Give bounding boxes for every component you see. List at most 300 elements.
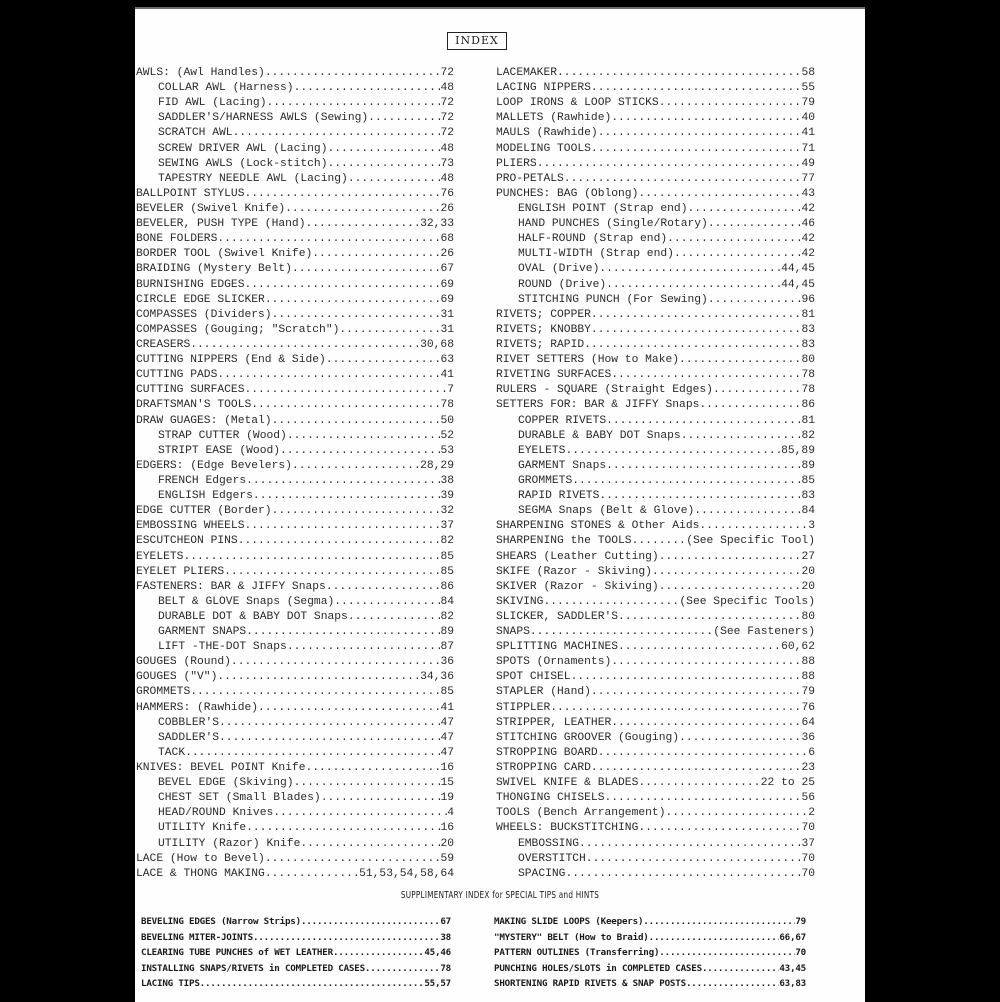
- index-entry: [496, 398, 815, 413]
- index-entry: [136, 504, 454, 519]
- entry-page-number: 47: [440, 746, 454, 759]
- entry-page-number: 28,29: [420, 459, 454, 472]
- entry-label: OVAL (Drive): [518, 263, 600, 276]
- entry-page-number: 79: [801, 97, 815, 110]
- index-subentry: [496, 852, 815, 867]
- index-entry: [141, 914, 451, 930]
- entry-page-number: 76: [440, 187, 454, 200]
- entry-label: COMPASSES (Gouging; "Scratch"): [136, 323, 340, 336]
- entry-page-number: (See Specific Tool): [686, 535, 815, 548]
- index-subentry: [496, 202, 815, 217]
- dot-leader: [217, 670, 420, 685]
- entry-label: MAULS (Rawhide): [496, 127, 598, 140]
- dot-leader: [348, 610, 441, 625]
- index-entry: [496, 595, 815, 610]
- index-subentry: [496, 293, 815, 308]
- dot-leader: [686, 976, 779, 992]
- dot-leader: [591, 308, 802, 323]
- entry-page-number: 68: [440, 233, 454, 246]
- entry-page-number: 85: [440, 550, 454, 563]
- entry-page-number: 86: [440, 580, 454, 593]
- dot-leader: [305, 217, 420, 232]
- entry-page-number: 26: [440, 248, 454, 261]
- dot-leader: [618, 640, 781, 655]
- entry-label: RIVETING SURFACES: [496, 369, 612, 382]
- dot-leader: [244, 187, 440, 202]
- dot-leader: [244, 519, 440, 534]
- index-subentry: [136, 172, 454, 187]
- index-subentry: [136, 791, 454, 806]
- entry-label: SHARPENING STONES & Other Aids: [496, 520, 700, 533]
- index-entry: [496, 701, 815, 716]
- dot-leader: [265, 66, 441, 81]
- entry-page-number: 78: [801, 369, 815, 382]
- entry-label: SPACING: [518, 867, 566, 880]
- dot-leader: [246, 821, 440, 836]
- entry-page-number: 70: [801, 822, 815, 835]
- index-entry: [136, 278, 454, 293]
- entry-page-number: 84: [440, 595, 454, 608]
- entry-label: FID AWL (Lacing): [158, 97, 267, 110]
- index-subentry: [496, 278, 815, 293]
- entry-page-number: 37: [801, 837, 815, 850]
- index-entry: [496, 383, 815, 398]
- index-entry: [496, 172, 815, 187]
- entry-label: PUNCHING HOLES/SLOTS in COMPLETED CASES: [494, 962, 702, 974]
- index-column-left: [136, 66, 454, 882]
- entry-page-number: 79: [795, 916, 806, 927]
- index-entry: [496, 565, 815, 580]
- dot-leader: [679, 731, 801, 746]
- entry-label: ENGLISH Edgers: [158, 490, 253, 503]
- supplementary-column-left: [141, 914, 451, 992]
- index-subentry: [496, 867, 815, 882]
- dot-leader: [649, 930, 780, 946]
- dot-leader: [231, 655, 441, 670]
- dot-leader: [572, 474, 801, 489]
- entry-label: PUNCHES: BAG (Oblong): [496, 187, 639, 200]
- dot-leader: [253, 930, 440, 946]
- index-subentry: [496, 217, 815, 232]
- dot-leader: [272, 504, 441, 519]
- dot-leader: [638, 821, 801, 836]
- entry-label: BEVEL EDGE (Skiving): [158, 777, 294, 790]
- entry-page-number: 69: [440, 278, 454, 291]
- dot-leader: [312, 247, 440, 262]
- entry-page-number: 71: [801, 142, 815, 155]
- entry-page-number: 37: [440, 520, 454, 533]
- index-entry: [136, 701, 454, 716]
- dot-leader: [702, 961, 779, 977]
- entry-label: INSTALLING SNAPS/RIVETS in COMPLETED CASES: [141, 962, 365, 974]
- index-entry: [141, 930, 451, 946]
- index-entry: [141, 961, 451, 977]
- entry-page-number: 23: [801, 762, 815, 775]
- dot-leader: [659, 945, 795, 961]
- entry-page-number: 42: [801, 202, 815, 215]
- index-subentry: [496, 459, 815, 474]
- dot-leader: [253, 489, 441, 504]
- dot-leader: [280, 444, 440, 459]
- dot-leader: [665, 806, 808, 821]
- dot-leader: [713, 383, 802, 398]
- entry-label: SPLITTING MACHINES: [496, 641, 619, 654]
- entry-label: MODELING TOOLS: [496, 142, 591, 155]
- index-entry: [496, 610, 815, 625]
- entry-page-number: 48: [440, 172, 454, 185]
- entry-label: PLIERS: [496, 157, 537, 170]
- entry-label: ESCUTCHEON PINS: [136, 535, 238, 548]
- entry-label: MALLETS (Rawhide): [496, 112, 612, 125]
- entry-page-number: 42: [801, 233, 815, 246]
- entry-page-number: 39: [440, 490, 454, 503]
- dot-leader: [543, 595, 679, 610]
- index-entry: [496, 731, 815, 746]
- entry-label: SNAPS: [496, 626, 530, 639]
- supplementary-column-right: [494, 914, 806, 992]
- dot-leader: [611, 655, 801, 670]
- entry-page-number: 20: [801, 580, 815, 593]
- entry-label: LACE & THONG MAKING: [136, 867, 265, 880]
- entry-label: ENGLISH POINT (Strap end): [518, 202, 688, 215]
- index-entry: [136, 580, 454, 595]
- dot-leader: [265, 852, 441, 867]
- index-entry: [136, 368, 454, 383]
- entry-page-number: 70: [795, 947, 806, 959]
- entry-page-number: 77: [801, 172, 815, 185]
- index-entry: [496, 96, 815, 111]
- dot-leader: [611, 111, 801, 126]
- index-entry: [136, 262, 454, 277]
- index-entry: [136, 66, 454, 81]
- dot-leader: [185, 746, 440, 761]
- entry-page-number: 31: [440, 308, 454, 321]
- entry-label: WHEELS: BUCKSTITCHING: [496, 822, 639, 835]
- entry-page-number: 55,57: [424, 978, 451, 990]
- entry-label: STRAP CUTTER (Wood): [158, 429, 287, 442]
- dot-leader: [708, 293, 802, 308]
- entry-label: "MYSTERY" BELT (How to Braid): [494, 931, 649, 943]
- entry-label: DRAW GUAGES: (Metal): [136, 414, 272, 427]
- dot-leader: [667, 232, 801, 247]
- index-subentry: [136, 444, 454, 459]
- entry-label: RAPID RIVETS: [518, 490, 600, 503]
- dot-leader: [584, 338, 801, 353]
- entry-page-number: 19: [440, 792, 454, 805]
- entry-page-number: 85: [440, 565, 454, 578]
- dot-leader: [659, 550, 802, 565]
- index-subentry: [136, 821, 454, 836]
- entry-label: KNIVES: BEVEL POINT Knife: [136, 762, 306, 775]
- index-entry: [496, 534, 815, 549]
- index-subentry: [496, 262, 815, 277]
- dot-leader: [687, 202, 801, 217]
- dot-leader: [368, 111, 440, 126]
- entry-page-number: 34,36: [420, 671, 454, 684]
- index-entry: [136, 867, 454, 882]
- entry-page-number: 32,33: [420, 218, 454, 231]
- entry-label: EYELETS: [136, 550, 184, 563]
- entry-page-number: 48: [440, 142, 454, 155]
- dot-leader: [327, 157, 440, 172]
- index-subentry: [136, 96, 454, 111]
- entry-label: STIPPLER: [496, 701, 551, 714]
- entry-page-number: 64: [801, 716, 815, 729]
- entry-page-number: 63: [440, 354, 454, 367]
- index-subentry: [136, 595, 454, 610]
- dot-leader: [251, 398, 440, 413]
- dot-leader: [219, 731, 440, 746]
- entry-page-number: 82: [440, 610, 454, 623]
- entry-label: RULERS - SQUARE (Straight Edges): [496, 384, 713, 397]
- index-subentry: [136, 610, 454, 625]
- dot-leader: [219, 716, 440, 731]
- dot-leader: [599, 489, 801, 504]
- entry-page-number: 6: [808, 746, 815, 759]
- entry-label: GROMMETS: [136, 686, 191, 699]
- dot-leader: [326, 353, 441, 368]
- dot-leader: [591, 323, 802, 338]
- dot-leader: [244, 278, 440, 293]
- entry-page-number: (See Fasteners): [713, 626, 815, 639]
- index-entry: [496, 716, 815, 731]
- dot-leader: [699, 519, 808, 534]
- entry-label: BORDER TOOL (Swivel Knife): [136, 248, 313, 261]
- entry-label: EDGE CUTTER (Border): [136, 505, 272, 518]
- entry-page-number: 38: [440, 931, 451, 943]
- dot-leader: [638, 776, 760, 791]
- dot-leader: [643, 914, 795, 930]
- index-entry: [494, 914, 806, 930]
- index-entry: [496, 550, 815, 565]
- entry-label: LACEMAKER: [496, 67, 558, 79]
- entry-label: CREASERS: [136, 338, 191, 351]
- entry-page-number: 41: [440, 701, 454, 714]
- dot-leader: [565, 867, 801, 882]
- entry-label: STRIPT EASE (Wood): [158, 444, 281, 457]
- dot-leader: [294, 776, 441, 791]
- entry-label: UTILITY Knife: [158, 822, 247, 835]
- entry-label: HAMMERS: (Rawhide): [136, 701, 259, 714]
- dot-leader: [294, 81, 441, 96]
- entry-page-number: 70: [801, 867, 815, 880]
- dot-leader: [699, 398, 801, 413]
- index-subentry: [136, 625, 454, 640]
- entry-label: MULTI-WIDTH (Strap end): [518, 248, 674, 261]
- entry-page-number: 47: [440, 731, 454, 744]
- index-subentry: [136, 716, 454, 731]
- entry-page-number: 44,45: [781, 278, 815, 291]
- entry-page-number: 46: [801, 218, 815, 231]
- index-subentry: [496, 247, 815, 262]
- dot-leader: [579, 837, 801, 852]
- dot-leader: [604, 791, 801, 806]
- entry-label: TOOLS (Bench Arrangement): [496, 807, 666, 820]
- index-entry: [136, 519, 454, 534]
- index-entry: [496, 746, 815, 761]
- index-entry: [136, 338, 454, 353]
- entry-label: CHEST SET (Small Blades): [158, 792, 321, 805]
- index-entry: [136, 202, 454, 217]
- dot-leader: [272, 308, 441, 323]
- dot-leader: [652, 534, 686, 549]
- entry-page-number: 55: [801, 82, 815, 95]
- index-entry: [136, 217, 454, 232]
- entry-page-number: 36: [801, 731, 815, 744]
- entry-page-number: 85: [801, 474, 815, 487]
- entry-page-number: 56: [801, 792, 815, 805]
- entry-page-number: 72: [440, 127, 454, 140]
- entry-page-number: 44,45: [781, 263, 815, 276]
- entry-page-number: 67: [440, 916, 451, 927]
- index-entry: [141, 945, 451, 961]
- entry-label: PRO-PETALS: [496, 172, 564, 185]
- index-entry: [136, 323, 454, 338]
- entry-label: GROMMETS: [518, 474, 573, 487]
- entry-label: CIRCLE EDGE SLICKER: [136, 293, 265, 306]
- index-entry: [496, 353, 815, 368]
- entry-label: STROPPING BOARD: [496, 746, 598, 759]
- index-subentry: [136, 776, 454, 791]
- dot-leader: [217, 368, 440, 383]
- index-entry: [496, 187, 815, 202]
- index-subentry: [136, 806, 454, 821]
- entry-label: GARMENT Snaps: [518, 459, 607, 472]
- dot-leader: [233, 126, 441, 141]
- dot-leader: [339, 323, 440, 338]
- dot-leader: [327, 142, 440, 157]
- entry-label: COLLAR AWL (Harness): [158, 82, 294, 95]
- dot-leader: [244, 383, 447, 398]
- dot-leader: [258, 701, 440, 716]
- index-entry: [496, 655, 815, 670]
- entry-label: ROUND (Drive): [518, 278, 607, 291]
- dot-leader: [300, 837, 440, 852]
- entry-label: SEWING AWLS (Lock-stitch): [158, 157, 328, 170]
- index-subentry: [136, 111, 454, 126]
- entry-page-number: 86: [801, 399, 815, 412]
- entry-page-number: 72: [440, 67, 454, 79]
- entry-page-number: 69: [440, 293, 454, 306]
- dot-leader: [224, 565, 440, 580]
- entry-label: GARMENT SNAPS: [158, 626, 247, 639]
- dot-leader: [333, 945, 424, 961]
- entry-page-number: 78: [440, 962, 451, 974]
- entry-label: BEVELER (Swivel Knife): [136, 202, 286, 215]
- index-entry: [136, 685, 454, 700]
- dot-leader: [305, 761, 440, 776]
- entry-label: OVERSTITCH: [518, 852, 586, 865]
- entry-label: COMPASSES (Dividers): [136, 308, 272, 321]
- entry-label: EMBOSSING: [518, 837, 580, 850]
- index-entry: [496, 791, 815, 806]
- index-subentry: [496, 474, 815, 489]
- dot-leader: [321, 791, 441, 806]
- entry-label: STROPPING CARD: [496, 762, 591, 775]
- dot-leader: [591, 685, 802, 700]
- index-entry: [496, 806, 815, 821]
- entry-label: EYELETS: [518, 444, 566, 457]
- dot-leader: [217, 232, 440, 247]
- dot-leader: [708, 217, 802, 232]
- entry-label: THONGING CHISELS: [496, 792, 605, 805]
- dot-leader: [265, 867, 359, 882]
- entry-label: SLICKER, SADDLER'S: [496, 610, 619, 623]
- index-subentry: [496, 504, 815, 519]
- entry-label: BELT & GLOVE Snaps (Segma): [158, 595, 335, 608]
- index-subentry: [496, 444, 815, 459]
- entry-label: BURNISHING EDGES: [136, 278, 245, 291]
- entry-label: RIVETS; KNOBBY: [496, 323, 591, 336]
- dot-leader: [334, 595, 440, 610]
- index-entry: [496, 821, 815, 836]
- dot-leader: [537, 157, 802, 172]
- entry-label: BRAIDING (Mystery Belt): [136, 263, 292, 276]
- entry-label: EYELET PLIERS: [136, 565, 225, 578]
- entry-page-number: 88: [801, 656, 815, 669]
- entry-label: SKIVING: [496, 595, 544, 608]
- index-entry: [136, 550, 454, 565]
- entry-page-number: 67: [440, 263, 454, 276]
- dot-leader: [638, 187, 801, 202]
- index-entry: [496, 126, 815, 141]
- entry-page-number: 26: [440, 202, 454, 215]
- entry-page-number: 70: [801, 852, 815, 865]
- entry-label: LOOP IRONS & LOOP STICKS: [496, 97, 659, 110]
- index-subentry: [136, 474, 454, 489]
- entry-page-number: 83: [801, 323, 815, 336]
- index-entry: [496, 111, 815, 126]
- entry-page-number: 53: [440, 444, 454, 457]
- dot-leader: [598, 126, 802, 141]
- index-entry: [136, 383, 454, 398]
- entry-page-number: 36: [440, 656, 454, 669]
- dot-leader: [246, 474, 440, 489]
- index-entry: [136, 353, 454, 368]
- index-entry: [136, 670, 454, 685]
- entry-page-number: 49: [801, 157, 815, 170]
- entry-page-number: 79: [801, 686, 815, 699]
- dot-leader: [586, 852, 802, 867]
- dot-leader: [681, 429, 802, 444]
- entry-page-number: 84: [801, 505, 815, 518]
- dot-leader: [618, 610, 801, 625]
- dot-leader: [606, 278, 781, 293]
- index-entry: [494, 961, 806, 977]
- dot-leader: [674, 247, 802, 262]
- dot-leader: [591, 761, 802, 776]
- entry-label: MAKING SLIDE LOOPS (Keepers): [494, 916, 644, 927]
- entry-label: SKIFE (Razor - Skiving): [496, 565, 652, 578]
- index-entry: [136, 565, 454, 580]
- entry-page-number: 50: [440, 414, 454, 427]
- entry-label: SWIVEL KNIFE & BLADES: [496, 777, 639, 790]
- index-entry: [494, 930, 806, 946]
- entry-page-number: 20: [440, 837, 454, 850]
- dot-leader: [285, 202, 440, 217]
- index-entry: [136, 232, 454, 247]
- entry-label: BEVELER, PUSH TYPE (Hand): [136, 218, 306, 231]
- entry-label: DURABLE DOT & BABY DOT Snaps: [158, 610, 348, 623]
- index-entry: [496, 157, 815, 172]
- entry-page-number: 58: [801, 67, 815, 79]
- index-subentry: [136, 489, 454, 504]
- entry-label: CUTTING SURFACES: [136, 384, 245, 397]
- entry-label: SHARPENING the TOOLS...: [496, 535, 652, 548]
- dot-leader: [606, 459, 801, 474]
- entry-page-number: 22 to 25: [760, 777, 815, 790]
- dot-leader: [183, 550, 440, 565]
